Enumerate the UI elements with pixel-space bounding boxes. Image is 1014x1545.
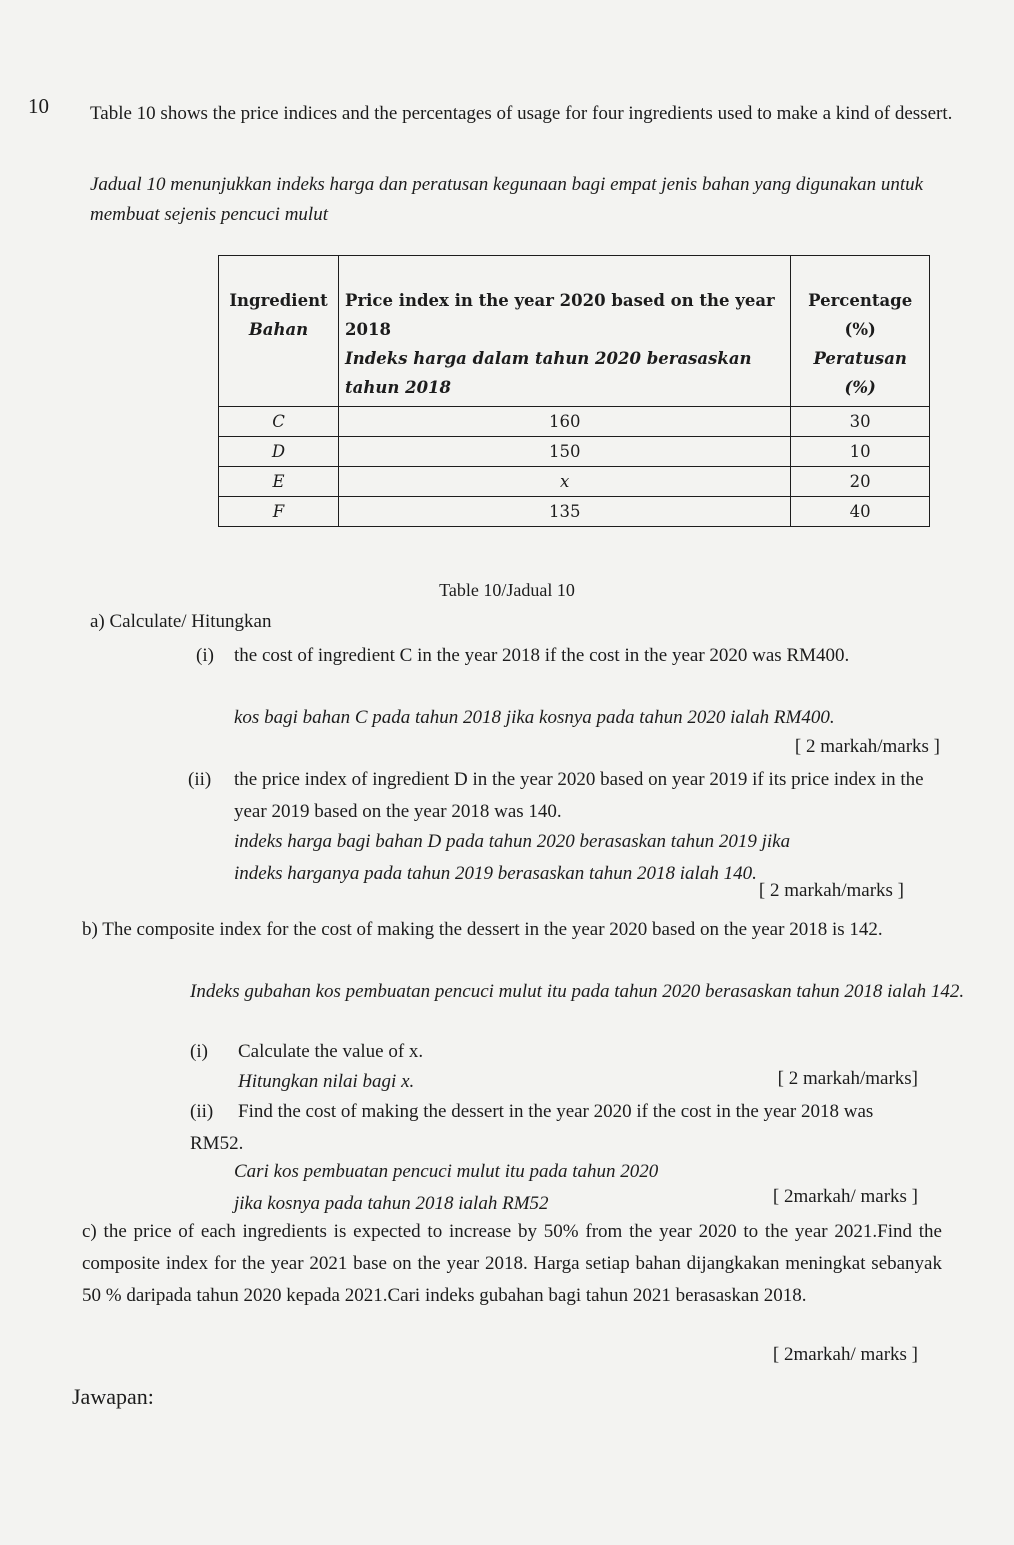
header-ingredient-en: Ingredient (229, 291, 328, 310)
intro-malay: Jadual 10 menunjukkan indeks harga dan peratusan kegunaan bagi empat jenis bahan yang digunakan untuk membuat sejenis pencuci mulut (90, 174, 924, 225)
part-c-text: c) the price of each ingredients is expected to increase by 50% from the year 2020 to the year 2021.Find the composite index for the year 2021 base on the year 2018. Harga setiap bahan dijangkakan meningkat sebanyak 50 % daripada tahun 2020 kepada 2021.Cari indeks gubahan bagi tahun 2021 berasaskan 2018. (82, 1221, 942, 1306)
part-b-i-english: Calculate the value of x. (238, 1041, 424, 1062)
part-a-label: a) Calculate/ Hitungkan (90, 611, 272, 632)
index-cell: 160 (339, 407, 791, 437)
part-b-i-malay: Hitungkan nilai bagi x. (238, 1071, 415, 1092)
part-a-ii-label: (ii) (188, 769, 212, 790)
part-b-i-label: (i) (190, 1041, 208, 1062)
answer-label: Jawapan: (72, 1384, 154, 1409)
table-caption: Table 10/Jadual 10 (439, 580, 575, 600)
part-b-malay: Indeks gubahan kos pembuatan pencuci mulut itu pada tahun 2020 berasaskan tahun 2018 ialah 142. (190, 981, 965, 1002)
table-header-row (219, 256, 930, 407)
index-cell: x (339, 467, 791, 497)
header-index-en: Price index in the year 2020 based on the year 2018 (345, 291, 775, 339)
part-b-english: b) The composite index for the cost of making the dessert in the year 2020 based on the year 2018 is 142. (82, 919, 883, 940)
index-cell: 135 (339, 497, 791, 527)
table-row (219, 437, 930, 467)
header-index-ms: Indeks harga dalam tahun 2020 berasaskan tahun 2018 (345, 349, 752, 397)
part-b-ii-malay: Cari kos pembuatan pencuci mulut itu pada tahun 2020 jika kosnya pada tahun 2018 ialah RM52 (234, 1161, 659, 1214)
percentage-cell: 30 (791, 407, 930, 437)
part-c-marks: [ 2markah/ marks ] (772, 1344, 918, 1365)
percentage-cell: 20 (791, 467, 930, 497)
ingredient-cell: F (219, 497, 339, 527)
header-index (339, 256, 791, 407)
part-a-ii-english: the price index of ingredient D in the year 2020 based on year 2019 if its price index in the year 2019 based on the year 2018 was 140. (234, 769, 924, 822)
header-percentage-en: Percentage (%) (808, 291, 913, 339)
ingredient-cell: D (219, 437, 339, 467)
part-b-ii-english: Find the cost of making the dessert in the year 2020 if the cost in the year 2018 was RM52. (190, 1101, 874, 1154)
question-number: 10 (28, 94, 49, 118)
part-a-i-malay: kos bagi bahan C pada tahun 2018 jika kosnya pada tahun 2020 ialah RM400. (234, 707, 835, 728)
table-row (219, 497, 930, 527)
intro-english: Table 10 shows the price indices and the percentages of usage for four ingredients used to make a kind of dessert. (90, 103, 953, 124)
percentage-cell: 10 (791, 437, 930, 467)
header-percentage-ms: Peratusan (%) (813, 349, 907, 397)
part-a-ii-marks: [ 2 markah/marks ] (758, 880, 904, 901)
ingredient-cell: C (219, 407, 339, 437)
table-row (219, 467, 930, 497)
header-ingredient (219, 256, 339, 407)
part-b-i-marks: [ 2 markah/marks] (777, 1068, 918, 1089)
part-a-i-english: the cost of ingredient C in the year 2018 if the cost in the year 2020 was RM400. (234, 645, 850, 666)
part-b-ii-marks: [ 2markah/ marks ] (772, 1186, 918, 1207)
index-cell: 150 (339, 437, 791, 467)
header-percentage (791, 256, 930, 407)
price-index-table (218, 255, 930, 527)
part-a-i-label: (i) (196, 645, 214, 666)
percentage-cell: 40 (791, 497, 930, 527)
table-row (219, 407, 930, 437)
part-a-i-marks: [ 2 markah/marks ] (794, 736, 940, 757)
header-ingredient-ms: Bahan (248, 320, 309, 339)
part-b-ii-label: (ii) (190, 1101, 214, 1122)
part-a-ii-malay: indeks harga bagi bahan D pada tahun 2020 berasaskan tahun 2019 jika indeks harganya pada tahun 2019 berasaskan tahun 2018 ialah 140. (234, 831, 791, 884)
ingredient-cell: E (219, 467, 339, 497)
